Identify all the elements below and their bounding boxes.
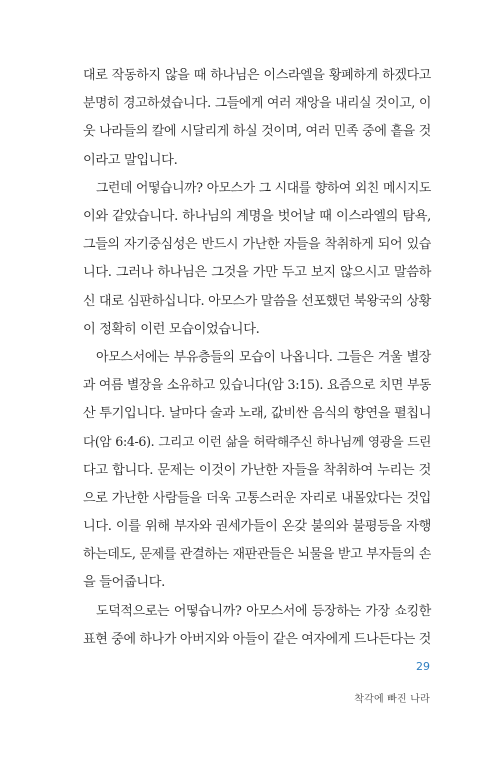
page-number: 29 [416, 660, 430, 673]
text-line: 으로 가난한 사람들을 더욱 고통스러운 자리로 내몰았다는 것입 [83, 490, 431, 506]
text-line: 대로 작동하지 않을 때 하나님은 이스라엘을 황폐하게 하겠다고 [83, 68, 431, 83]
text-line: 분명히 경고하셨습니다. 그들에게 여러 재앙을 내리실 것이고, 이 [83, 96, 431, 112]
text-line: 그들의 자기중심성은 반드시 가난한 자들을 착취하게 되어 있습 [83, 237, 431, 253]
text-line: 웃 나라들의 칼에 시달리게 하실 것이며, 여러 민족 중에 흩을 것 [83, 124, 431, 140]
text-line: 니다. 이를 위해 부자와 권세가들이 온갖 불의와 불평등을 자행 [83, 519, 431, 534]
text-line: 산 투기입니다. 날마다 술과 노래, 값비싼 음식의 향연을 펼칩니 [83, 406, 432, 422]
text-line: 그런데 어떻습니까? 아모스가 그 시대를 향하여 외친 메시지도 [96, 180, 431, 196]
text-line: 도덕적으로는 어떻습니까? 아모스서에 등장하는 가장 쇼킹한 [96, 603, 431, 619]
running-title: 착각에 빠진 나라 [354, 694, 430, 705]
text-line: 하는데도, 문제를 관결하는 재판관들은 뇌물을 받고 부자들의 손 [83, 547, 431, 563]
text-line: 을 들어줍니다. [83, 575, 166, 591]
text-line: 이라고 말입니다. [83, 152, 178, 168]
text-line: 다(암 6:4-6). 그리고 이런 삶을 허락해주신 하나님께 영광을 드린 [83, 434, 431, 450]
text-line: 이 정확히 이런 모습이었습니다. [83, 321, 260, 337]
text-line: 과 여름 별장을 소유하고 있습니다(암 3:15). 요즘으로 치면 부동 [83, 378, 431, 394]
text-line: 아모스서에는 부유층들의 모습이 나옵니다. 그들은 겨울 별장 [96, 349, 431, 365]
text-line: 표현 중에 하나가 아버지와 아들이 같은 여자에게 드나든다는 것 [83, 631, 431, 647]
text-line: 이와 같았습니다. 하나님의 계명을 벗어날 때 이스라엘의 탐욕, [83, 208, 431, 224]
text-line: 신 대로 심판하십니다. 아모스가 말씀을 선포했던 북왕국의 상황 [83, 293, 431, 309]
text-line: 니다. 그러나 하나님은 그것을 가만 두고 보지 않으시고 말씀하 [83, 265, 431, 281]
body-text [83, 62, 431, 654]
text-line: 다고 합니다. 문제는 이것이 가난한 자들을 착취하여 누리는 것 [83, 462, 431, 478]
